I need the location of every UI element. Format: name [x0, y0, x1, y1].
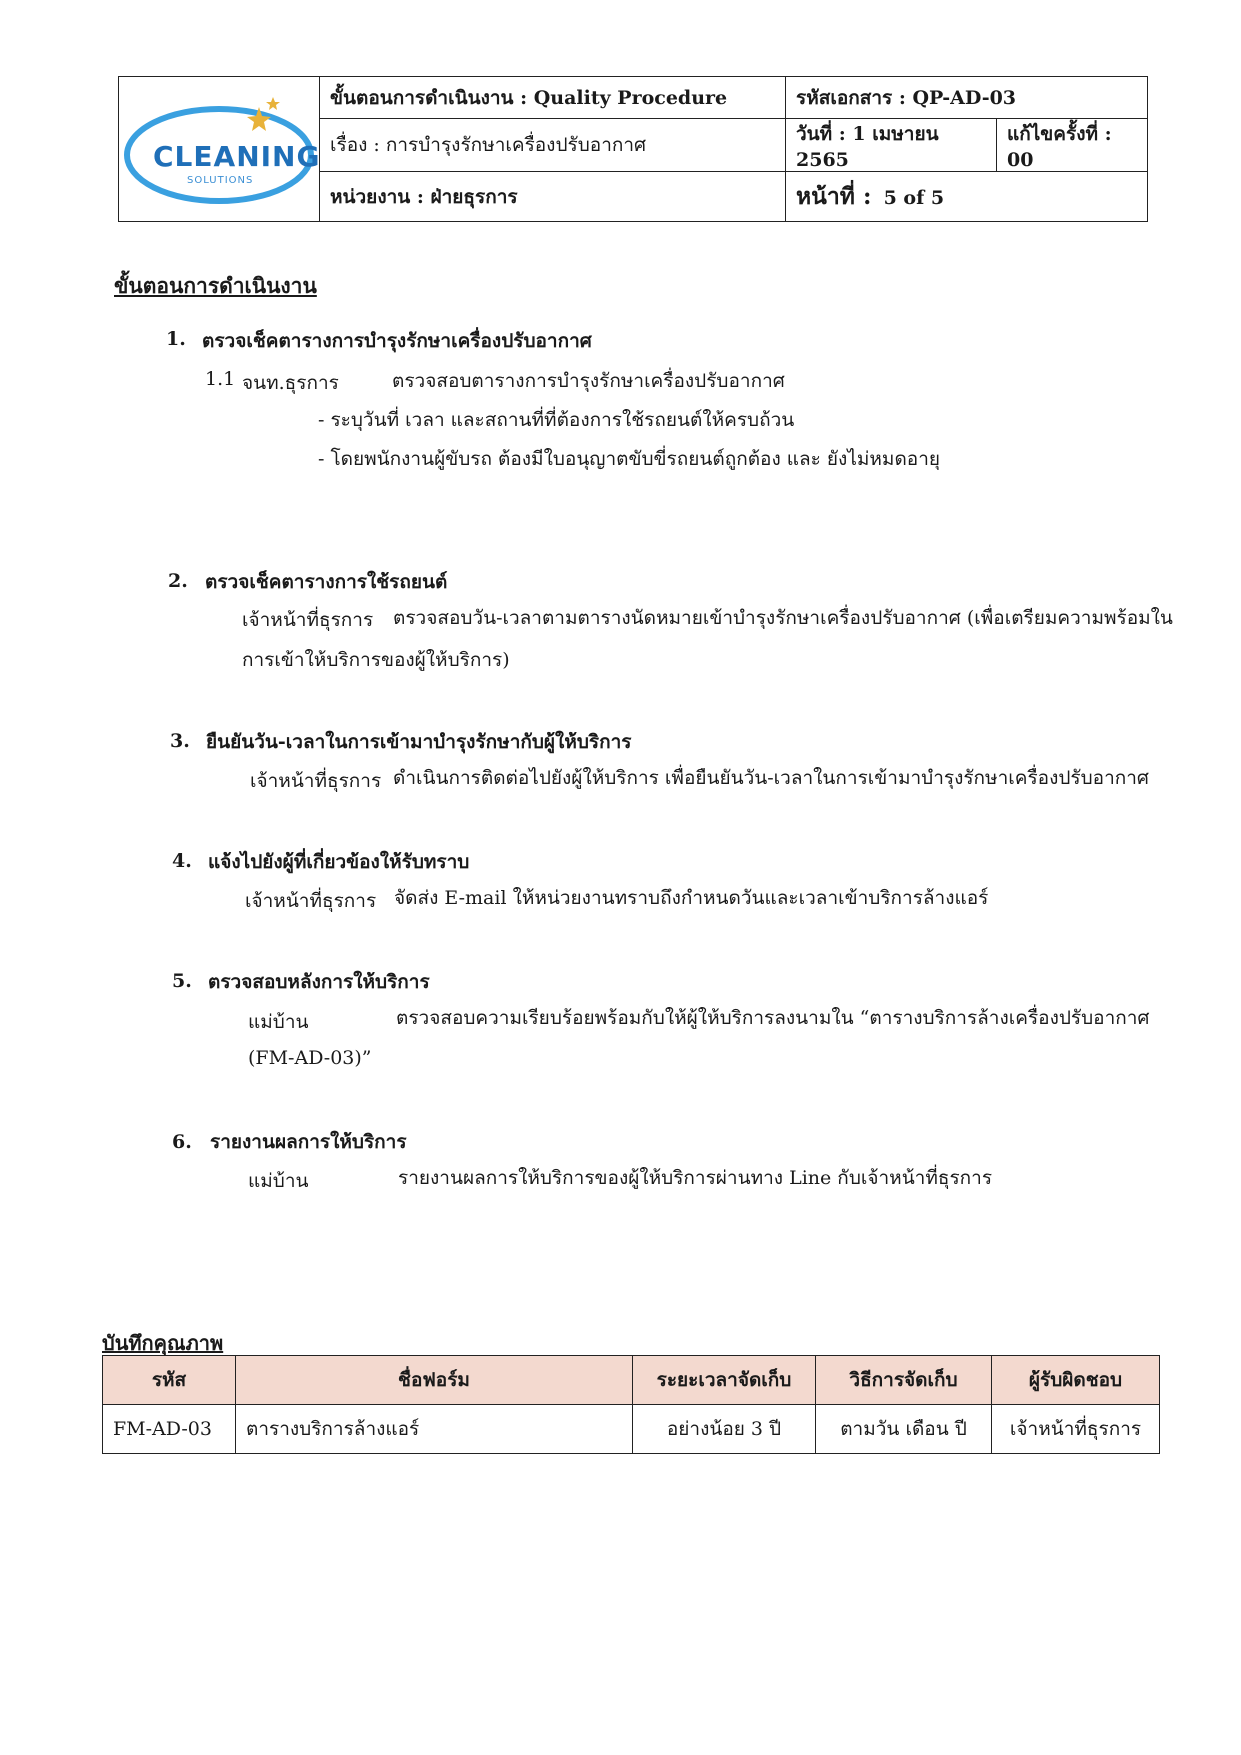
step-2-description-cont: การเข้าให้บริการของผู้ให้บริการ) — [242, 649, 510, 671]
step-3-role: เจ้าหน้าที่ธุรการ — [250, 770, 382, 792]
cell-form-name: ตารางบริการล้างแอร์ — [236, 1405, 633, 1454]
logo-cell — [119, 77, 320, 222]
procedure-label: ขั้นตอนการดำเนินงาน : Quality Procedure — [320, 77, 786, 119]
cell-retention: อย่างน้อย 3 ปี — [633, 1405, 816, 1454]
step-3-title: ยืนยันวัน-เวลาในการเข้ามาบำรุงรักษากับผู้ให้บริการ — [206, 731, 632, 753]
step-6-number: 6. — [172, 1131, 192, 1153]
step-2-description: ตรวจสอบวัน-เวลาตามตารางนัดหมายเข้าบำรุงรักษาเครื่องปรับอากาศ (เพื่อเตรียมความพร้อมใน — [393, 607, 1173, 629]
step-5-description-cont: (FM-AD-03)” — [248, 1047, 372, 1069]
column-header-code: รหัส — [103, 1356, 236, 1405]
step-5-title: ตรวจสอบหลังการให้บริการ — [208, 971, 430, 993]
step-1-title: ตรวจเช็คตารางการบำรุงรักษาเครื่องปรับอากาศ — [202, 330, 592, 352]
step-2-title: ตรวจเช็คตารางการใช้รถยนต์ — [205, 571, 448, 593]
step-4-role: เจ้าหน้าที่ธุรการ — [245, 890, 377, 912]
company-logo — [121, 89, 321, 209]
logo-wordmark: CLEANING — [153, 140, 321, 173]
step-1-bullet-1: - ระบุวันที่ เวลา และสถานที่ที่ต้องการใช้รถยนต์ให้ครบถ้วน — [318, 409, 795, 431]
column-header-retention: ระยะเวลาจัดเก็บ — [633, 1356, 816, 1405]
step-3-description: ดำเนินการติดต่อไปยังผู้ให้บริการ เพื่อยืนยันวัน-เวลาในการเข้ามาบำรุงรักษาเครื่องปรับอากาศ — [393, 767, 1149, 789]
subject-field: เรื่อง : การบำรุงรักษาเครื่องปรับอากาศ — [320, 119, 786, 172]
column-header-storage-method: วิธีการจัดเก็บ — [816, 1356, 992, 1405]
step-4-number: 4. — [172, 850, 192, 872]
column-header-form-name: ชื่อฟอร์ม — [236, 1356, 633, 1405]
step-1-1-number: 1.1 — [205, 368, 236, 390]
quality-records-table — [102, 1355, 1160, 1454]
section-title: ขั้นตอนการดำเนินงาน — [114, 273, 317, 298]
step-4-description: จัดส่ง E-mail ให้หน่วยงานทราบถึงกำหนดวันและเวลาเข้าบริการล้างแอร์ — [394, 887, 989, 909]
revision-field: แก้ไขครั้งที่ : 00 — [997, 119, 1148, 172]
logo-subtitle: SOLUTIONS — [187, 175, 254, 186]
step-6-description: รายงานผลการให้บริการของผู้ให้บริการผ่านทาง Line กับเจ้าหน้าที่ธุรการ — [398, 1167, 993, 1189]
date-field: วันที่ : 1 เมษายน 2565 — [786, 119, 997, 172]
cell-storage-method: ตามวัน เดือน ปี — [816, 1405, 992, 1454]
step-1-bullet-2: - โดยพนักงานผู้ขับรถ ต้องมีใบอนุญาตขับขี่รถยนต์ถูกต้อง และ ยังไม่หมดอายุ — [318, 448, 941, 470]
table-row — [103, 1405, 1160, 1454]
document-header-table — [118, 76, 1148, 222]
step-2-number: 2. — [168, 570, 188, 592]
step-6-title: รายงานผลการให้บริการ — [210, 1131, 407, 1153]
step-4-title: แจ้งไปยังผู้ที่เกี่ยวข้องให้รับทราบ — [208, 851, 470, 873]
document-code: รหัสเอกสาร : QP-AD-03 — [786, 77, 1148, 119]
step-2-role: เจ้าหน้าที่ธุรการ — [242, 609, 374, 631]
step-5-role: แม่บ้าน — [248, 1011, 309, 1033]
department-field: หน่วยงาน : ฝ่ายธุรการ — [320, 172, 786, 222]
step-5-number: 5. — [172, 970, 192, 992]
step-1-number: 1. — [166, 328, 186, 350]
page-number-field: หน้าที่ : 5 of 5 — [786, 172, 1148, 222]
quality-records-title: บันทึกคุณภาพ — [102, 1331, 224, 1355]
table-header-row — [103, 1356, 1160, 1405]
column-header-responsible: ผู้รับผิดชอบ — [992, 1356, 1160, 1405]
cell-code: FM-AD-03 — [103, 1405, 236, 1454]
step-6-role: แม่บ้าน — [248, 1170, 309, 1192]
step-5-description: ตรวจสอบความเรียบร้อยพร้อมกับให้ผู้ให้บริการลงนามใน “ตารางบริการล้างเครื่องปรับอากาศ — [396, 1007, 1150, 1029]
step-1-1-role: จนท.ธุรการ — [242, 372, 339, 394]
step-1-1-description: ตรวจสอบตารางการบำรุงรักษาเครื่องปรับอากาศ — [392, 370, 785, 392]
cell-responsible: เจ้าหน้าที่ธุรการ — [992, 1405, 1160, 1454]
step-3-number: 3. — [170, 730, 190, 752]
